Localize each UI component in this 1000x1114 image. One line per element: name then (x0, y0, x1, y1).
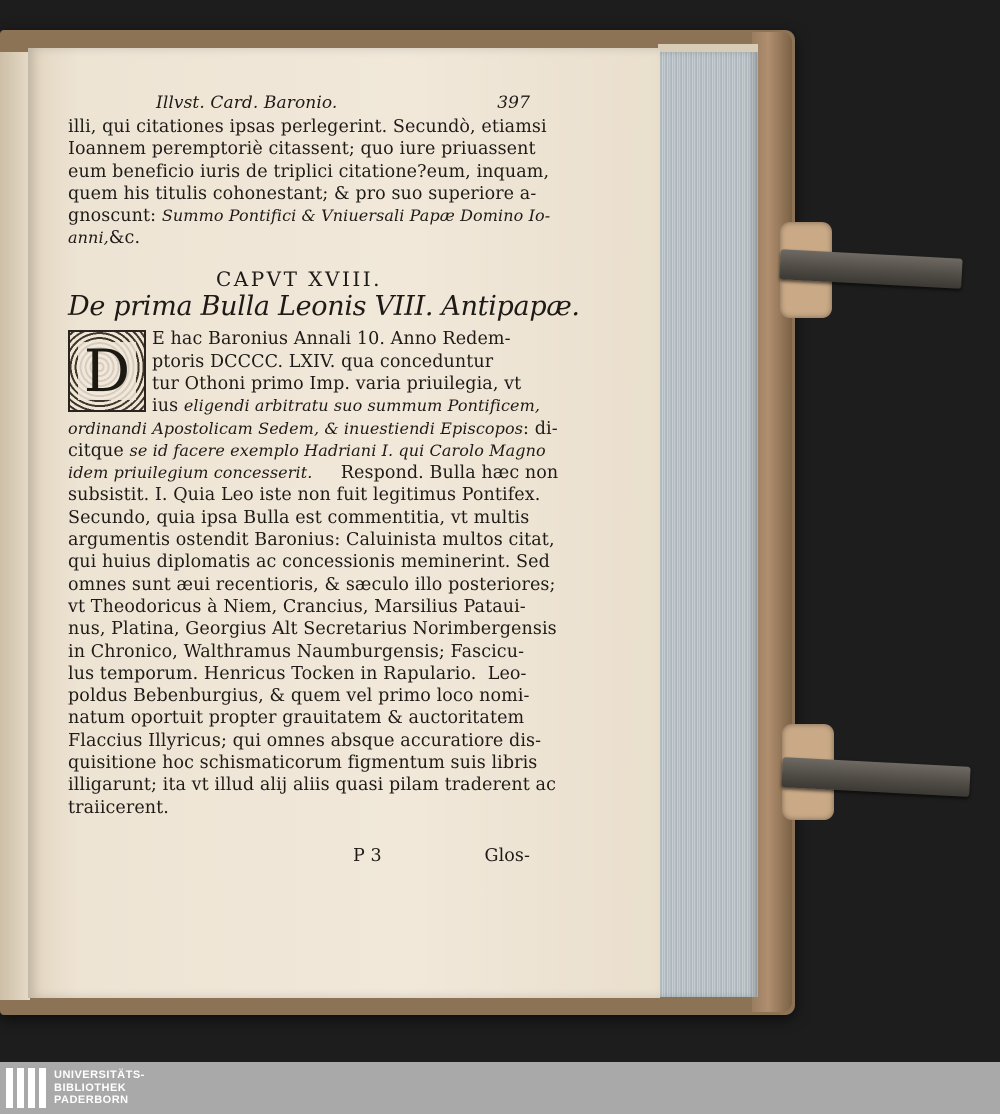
text-fragment-italic: idem priuilegium concesserit. (68, 463, 313, 483)
text-line: Ioannem peremptoriè citassent; quo iure priuassent (68, 139, 536, 160)
text-fragment: gnoscunt: (68, 206, 162, 227)
text-line: quem his titulis cohonestant; & pro suo superiore a- (68, 183, 537, 204)
text-line: poldus Bebenburgius, & quem vel primo loco nomi- (68, 686, 530, 707)
text-fragment-italic: eligendi arbitratu suo summum Pontificem, (183, 396, 541, 416)
chapter-heading: CAPVT XVIII. (215, 266, 383, 291)
text-fragment: ius (152, 396, 184, 417)
text-line: lus temporum. Henricus Tocken in Rapulario. Leo- (68, 663, 527, 684)
text-line: argumentis ostendit Baronius: Caluinista multos citat, (68, 530, 555, 551)
decorated-initial (68, 330, 146, 412)
text-line: subsistit. I. Quia Leo iste non fuit legitimus Pontifex. (68, 485, 541, 506)
text-line: quisitione hoc schismaticorum figmentum suis libris (68, 753, 538, 774)
page-footer (68, 845, 530, 867)
library-name-line: BIBLIOTHEK (54, 1081, 127, 1094)
text-line (68, 440, 546, 462)
text-fragment: citque (68, 440, 130, 461)
text-line: in Chronico, Walthramus Naumburgensis; Fascicu- (68, 641, 525, 662)
library-name-line: PADERBORN (54, 1094, 129, 1107)
text-line: natum oportuit propter grauitatem & auctoritatem (68, 708, 525, 729)
text-line: vt Theodoricus à Niem, Crancius, Marsilius Pataui- (68, 596, 526, 617)
text-fragment: Respond. Bulla hæc non (312, 463, 559, 484)
text-fragment-italic: se id facere exemplo Hadriani I. qui Carolo Magno (129, 440, 546, 460)
catchword: Glos- (484, 845, 530, 866)
library-name (54, 1069, 145, 1107)
library-name-line: UNIVERSITÄTS- (54, 1069, 145, 1082)
text-line (68, 205, 551, 227)
text-line: Flaccius Illyricus; qui omnes absque accuratiore dis- (68, 730, 542, 751)
text-line (68, 462, 559, 484)
text-line: ptoris DCCCC. LXIV. qua conceduntur (152, 351, 494, 372)
left-page-edge (0, 52, 30, 1000)
text-line (68, 227, 530, 249)
text-line: nus, Platina, Georgius Alt Secretarius Norimbergensis (68, 619, 557, 640)
cover-edge (752, 32, 792, 1012)
text-line: tur Othoni primo Imp. varia priuilegia, vt (152, 373, 522, 394)
text-fragment-italic: anni, (68, 228, 109, 248)
running-head (156, 92, 530, 114)
page-text (68, 92, 580, 867)
text-line: E hac Baronius Annali 10. Anno Redem- (152, 329, 511, 350)
text-line: omnes sunt æui recentioris, & sæculo illo posteriores; (68, 574, 556, 595)
running-head-title: Illvst. Card. Baronio. (156, 93, 338, 113)
text-line: illi, qui citationes ipsas perlegerint. Secundò, etiamsi (68, 117, 547, 137)
text-line: qui huius diplomatis ac concessionis meminerint. Sed (68, 552, 550, 573)
text-fragment-italic: ordinandi Apostolicam Sedem, & inuestiendi Episcopos (68, 418, 524, 438)
text-line: eum beneficio iuris de triplici citatione?eum, inquam, (68, 161, 550, 182)
text-line (68, 418, 558, 440)
text-line: traiicerent. (68, 797, 169, 818)
library-logo (6, 1068, 145, 1108)
text-fragment: &c. (108, 228, 141, 249)
page-number: 397 (497, 93, 530, 113)
text-fragment-italic: Summo Pontifici & Vniuersali Papæ Domino Io- (161, 206, 551, 226)
text-line: Secundo, quia ipsa Bulla est commentitia, vt multis (68, 507, 530, 528)
initial-letter: D (78, 342, 137, 400)
chapter-subtitle: De prima Bulla Leonis VIII. Antipapæ. (68, 291, 580, 323)
page-fore-edge (658, 52, 758, 997)
library-logo-bars-icon (6, 1068, 46, 1108)
paragraph (68, 328, 559, 819)
signature-mark: P 3 (353, 845, 382, 866)
text-line: illigarunt; ita vt illud alij aliis quasi pilam traderent ac (68, 775, 556, 796)
text-fragment: : di- (523, 418, 558, 439)
library-banner (0, 1062, 1000, 1114)
